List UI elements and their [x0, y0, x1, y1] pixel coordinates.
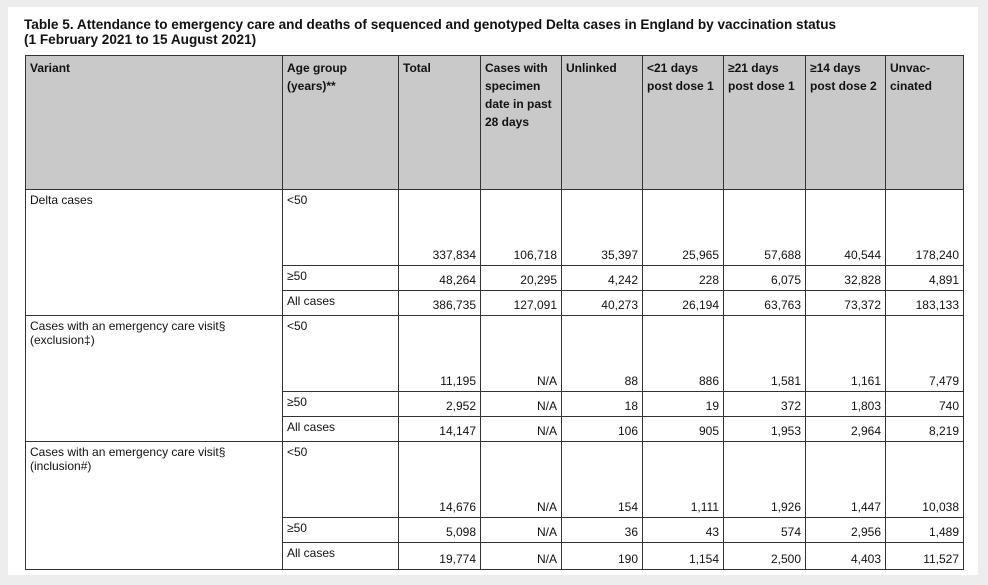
header-unlinked: Unlinked: [562, 56, 643, 190]
total-cell: 2,952: [399, 392, 481, 417]
table-title-line-1: Table 5. Attendance to emergency care and deaths of sequenced and genotyped Delta cases in England by vaccination status: [24, 17, 837, 32]
age-cell: All cases: [283, 291, 399, 316]
lt21-dose1-cell: 228: [643, 266, 724, 291]
unlinked-cell: 18: [562, 392, 643, 417]
cases-28-cell: N/A: [481, 518, 562, 543]
cases-28-cell: 127,091: [481, 291, 562, 316]
header-total: Total: [399, 56, 481, 190]
cases-28-cell: N/A: [481, 442, 562, 518]
lt21-dose1-cell: 19: [643, 392, 724, 417]
unvaccinated-cell: 10,038: [886, 442, 964, 518]
header-ge14-dose2: ≥14 days post dose 2: [806, 56, 886, 190]
cases-28-cell: N/A: [481, 316, 562, 392]
unlinked-cell: 88: [562, 316, 643, 392]
unlinked-cell: 190: [562, 543, 643, 570]
age-cell: <50: [283, 442, 399, 518]
ge14-dose2-cell: 73,372: [806, 291, 886, 316]
total-cell: 5,098: [399, 518, 481, 543]
unvaccinated-cell: 178,240: [886, 190, 964, 266]
unlinked-cell: 106: [562, 417, 643, 442]
ge21-dose1-cell: 372: [724, 392, 806, 417]
cases-28-cell: 20,295: [481, 266, 562, 291]
lt21-dose1-cell: 1,154: [643, 543, 724, 570]
table-row: [26, 190, 964, 266]
variant-cell: Cases with an emergency care visit§ (exclusion‡): [26, 316, 283, 442]
age-cell: All cases: [283, 417, 399, 442]
unvaccinated-cell: 183,133: [886, 291, 964, 316]
cases-28-cell: N/A: [481, 392, 562, 417]
ge14-dose2-cell: 2,956: [806, 518, 886, 543]
unvaccinated-cell: 11,527: [886, 543, 964, 570]
unvaccinated-cell: 4,891: [886, 266, 964, 291]
ge14-dose2-cell: 1,161: [806, 316, 886, 392]
lt21-dose1-cell: 886: [643, 316, 724, 392]
variant-cell: Delta cases: [26, 190, 283, 316]
unvaccinated-cell: 7,479: [886, 316, 964, 392]
unlinked-cell: 40,273: [562, 291, 643, 316]
table-row: [26, 316, 964, 392]
cases-28-cell: N/A: [481, 417, 562, 442]
total-cell: 11,195: [399, 316, 481, 392]
header-row: [26, 56, 964, 190]
header-variant: Variant: [26, 56, 283, 190]
ge14-dose2-cell: 2,964: [806, 417, 886, 442]
ge21-dose1-cell: 2,500: [724, 543, 806, 570]
ge21-dose1-cell: 63,763: [724, 291, 806, 316]
ge21-dose1-cell: 57,688: [724, 190, 806, 266]
total-cell: 14,147: [399, 417, 481, 442]
lt21-dose1-cell: 1,111: [643, 442, 724, 518]
unlinked-cell: 154: [562, 442, 643, 518]
header-unvaccinated: Unvac-cinated: [886, 56, 964, 190]
ge14-dose2-cell: 1,803: [806, 392, 886, 417]
document-page: [8, 7, 978, 575]
table-row: [26, 442, 964, 518]
age-cell: <50: [283, 316, 399, 392]
age-cell: ≥50: [283, 392, 399, 417]
total-cell: 19,774: [399, 543, 481, 570]
lt21-dose1-cell: 43: [643, 518, 724, 543]
ge14-dose2-cell: 4,403: [806, 543, 886, 570]
unvaccinated-cell: 740: [886, 392, 964, 417]
age-cell: ≥50: [283, 518, 399, 543]
total-cell: 337,834: [399, 190, 481, 266]
variant-cell: Cases with an emergency care visit§ (inclusion#): [26, 442, 283, 570]
lt21-dose1-cell: 905: [643, 417, 724, 442]
unlinked-cell: 35,397: [562, 190, 643, 266]
ge14-dose2-cell: 1,447: [806, 442, 886, 518]
ge21-dose1-cell: 6,075: [724, 266, 806, 291]
ge21-dose1-cell: 574: [724, 518, 806, 543]
attendance-table: [25, 55, 964, 570]
lt21-dose1-cell: 25,965: [643, 190, 724, 266]
age-cell: ≥50: [283, 266, 399, 291]
total-cell: 48,264: [399, 266, 481, 291]
header-ge21-dose1: ≥21 days post dose 1: [724, 56, 806, 190]
table-title-line-2: (1 February 2021 to 15 August 2021): [24, 32, 257, 47]
ge14-dose2-cell: 40,544: [806, 190, 886, 266]
header-lt21-dose1: <21 days post dose 1: [643, 56, 724, 190]
lt21-dose1-cell: 26,194: [643, 291, 724, 316]
header-cases-28-days: Cases with specimen date in past 28 days: [481, 56, 562, 190]
total-cell: 386,735: [399, 291, 481, 316]
ge21-dose1-cell: 1,953: [724, 417, 806, 442]
header-age-group: Age group (years)**: [283, 56, 399, 190]
ge21-dose1-cell: 1,926: [724, 442, 806, 518]
ge14-dose2-cell: 32,828: [806, 266, 886, 291]
age-cell: <50: [283, 190, 399, 266]
unvaccinated-cell: 8,219: [886, 417, 964, 442]
total-cell: 14,676: [399, 442, 481, 518]
unlinked-cell: 36: [562, 518, 643, 543]
cases-28-cell: N/A: [481, 543, 562, 570]
cases-28-cell: 106,718: [481, 190, 562, 266]
unvaccinated-cell: 1,489: [886, 518, 964, 543]
age-cell: All cases: [283, 543, 399, 570]
ge21-dose1-cell: 1,581: [724, 316, 806, 392]
unlinked-cell: 4,242: [562, 266, 643, 291]
table-title: [24, 17, 836, 47]
